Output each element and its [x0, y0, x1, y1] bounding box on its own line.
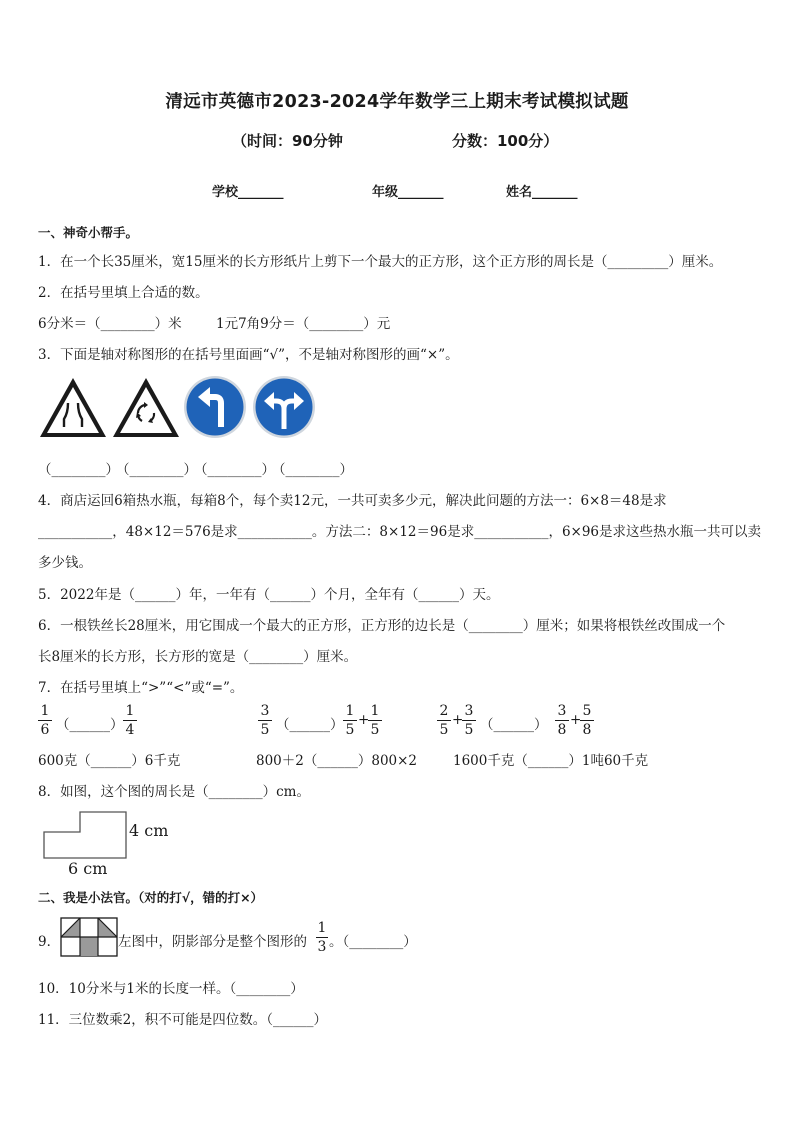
exam-time: （时间：90分钟 [232, 132, 343, 150]
exam-score: 分数：100分） [452, 132, 559, 150]
grade-field[interactable]: 年级_______ [372, 185, 444, 200]
question-10: 10．10分米与1米的长度一样。（________） [38, 981, 304, 997]
compare-item: 800＋2（______）800×2 [256, 753, 418, 769]
question-2a: 6分米＝（________）米 [38, 316, 182, 332]
question-9-blank[interactable]: 。（________） [329, 934, 417, 950]
answer-blank-sign-2[interactable]: （________） [116, 462, 197, 478]
height-label: 4 cm [129, 821, 169, 840]
question-1: 1．在一个长35厘米，宽15厘米的长方形纸片上剪下一个最大的正方形，这个正方形的周长是（_________）厘米。 [38, 254, 723, 270]
fraction: $\frac{3}{5}$ [258, 703, 272, 738]
compare-item: 600克（______）6千克 [38, 753, 181, 769]
width-label: 6 cm [68, 859, 108, 878]
plus-sign: + [570, 712, 582, 728]
question-5: 5．2022年是（______）年，一年有（______）个月，全年有（______）天。 [38, 587, 500, 603]
compare-blank[interactable]: （______） [276, 717, 344, 733]
question-4-line-2: ___________，48×12＝576是求___________。方法二：8×12＝96是求___________，6×96是求这些热水瓶一共可以卖 [38, 524, 762, 540]
answer-blank-sign-4[interactable]: （________） [272, 462, 353, 478]
road-narrows-sign-icon [40, 378, 106, 437]
fraction: $\frac{1}{5}$ [368, 703, 382, 738]
compare-blank[interactable]: （______） [480, 717, 548, 733]
fraction: $\frac{1}{3}$ [317, 920, 327, 955]
fraction: $\frac{3}{5}$ [462, 703, 476, 738]
turn-left-or-right-sign-icon [253, 376, 315, 438]
fraction: $\frac{2}{5}$ [437, 703, 451, 738]
turn-left-sign-icon [184, 376, 246, 438]
roundabout-sign-icon [113, 378, 179, 437]
plus-sign: + [358, 712, 370, 728]
question-6-line-1: 6．一根铁丝长28厘米，用它围成一个最大的正方形，正方形的边长是（________）厘米；如果将根铁丝改围成一个 [38, 618, 726, 634]
section-2-title: 二、我是小法官。（对的打√，错的打×） [38, 890, 264, 905]
plus-sign: + [452, 712, 464, 728]
fraction: $\frac{5}{8}$ [580, 703, 594, 738]
fraction: $\frac{3}{8}$ [555, 703, 569, 738]
question-2: 2．在括号里填上合适的数。 [38, 285, 209, 301]
question-4-line-1: 4．商店运回6箱热水瓶，每箱8个，每个卖12元，一共可卖多少元，解决此问题的方法一：6×8＝48是求 [38, 493, 667, 509]
question-8: 8．如图，这个图的周长是（________）cm。 [38, 784, 310, 800]
question-9-number: 9． [38, 934, 61, 950]
traffic-signs [38, 375, 328, 441]
compare-blank[interactable]: （______） [56, 717, 124, 733]
fraction: $\frac{1}{5}$ [343, 703, 357, 738]
page-title: 清远市英德市2023-2024学年数学三上期末考试模拟试题 [165, 92, 629, 112]
question-6-line-2: 长8厘米的长方形，长方形的宽是（________）厘米。 [38, 649, 358, 665]
step-shape-figure [40, 808, 132, 862]
shaded-house-figure [60, 917, 118, 957]
question-7: 7．在括号里填上“>”“<”或“=”。 [38, 680, 244, 696]
answer-blank-sign-3[interactable]: （________） [194, 462, 275, 478]
question-2b: 1元7角9分＝（________）元 [216, 316, 391, 332]
compare-item: 1600千克（______）1吨60千克 [453, 753, 649, 769]
question-4-line-3: 多少钱。 [38, 555, 92, 571]
fraction: $\frac{1}{4}$ [123, 703, 137, 738]
fraction: $\frac{1}{6}$ [38, 703, 52, 738]
name-field[interactable]: 姓名_______ [506, 185, 578, 200]
school-field[interactable]: 学校_______ [212, 185, 284, 200]
question-9-text: 左图中，阴影部分是整个图形的 [118, 934, 307, 950]
answer-blank-sign-1[interactable]: （________） [38, 462, 119, 478]
section-1-title: 一、神奇小帮手。 [38, 225, 139, 240]
question-11: 11．三位数乘2，积不可能是四位数。（______） [38, 1012, 328, 1028]
question-3: 3．下面是轴对称图形的在括号里面画“√”，不是轴对称图形的画“×”。 [38, 347, 459, 363]
